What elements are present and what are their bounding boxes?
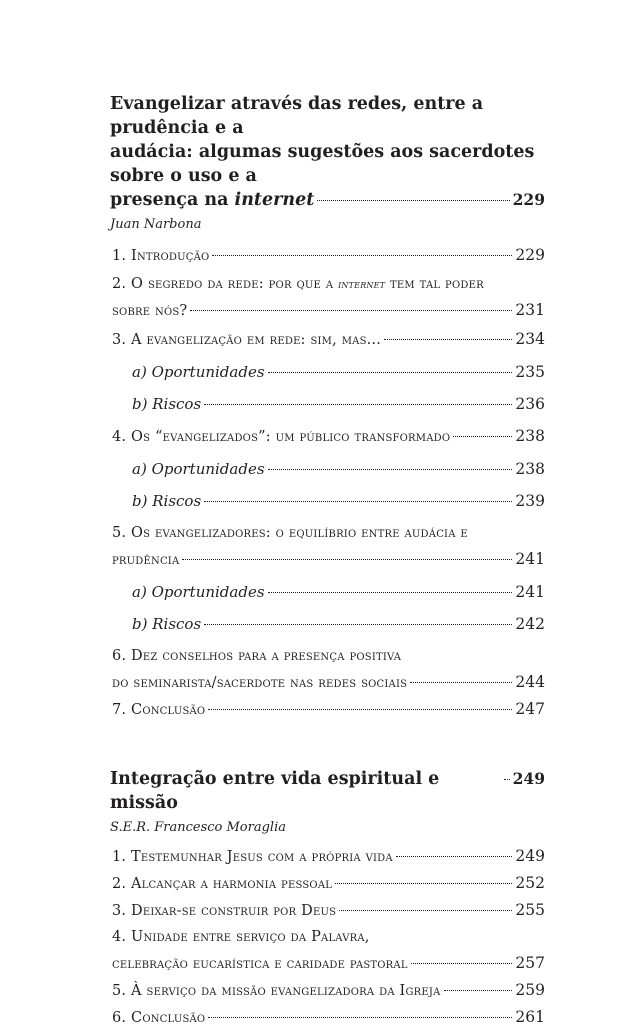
toc-entry[interactable]: 6. Dez conselhos para a presença positiva do seminarista/sacerdote nas redes sociais 244 — [112, 648, 545, 691]
page-number: 249 — [512, 769, 545, 788]
toc-entry[interactable]: 4. Os “evangelizados”: um público transformado 238 — [112, 427, 545, 445]
toc-chapter — [110, 767, 545, 1031]
chapter-author: S.E.R. Francesco Moraglia — [110, 820, 286, 835]
toc-entry[interactable]: 2. O segredo da rede: por que a internet tem tal poder sobre nós? 231 — [112, 276, 545, 319]
chapter-author: Juan Narbona — [110, 217, 202, 232]
chapter-title[interactable]: Evangelizar através das redes, entre a prudência e a audácia: algumas sugestões aos sacerdotes sobre o uso e a presença na internet 229 — [110, 94, 545, 210]
toc-entry[interactable]: 2. Alcançar a harmonia pessoal 252 — [112, 874, 545, 892]
toc-entry[interactable]: 5. Os evangelizadores: o equilíbrio entre audácia e prudência 241 — [112, 525, 545, 568]
toc-entry[interactable]: 4. Unidade entre serviço da Palavra, celebração eucarística e caridade pastoral 257 — [112, 929, 545, 972]
toc-entry[interactable]: 3. Deixar-se construir por Deus 255 — [112, 901, 545, 919]
toc-entry[interactable]: b) Riscos 236 — [132, 395, 545, 413]
table-of-contents — [110, 92, 545, 1031]
chapter-title[interactable]: Integração entre vida espiritual e missão 249 — [110, 769, 545, 813]
toc-entry[interactable]: 1. Introdução 229 — [112, 246, 545, 264]
toc-entry[interactable]: a) Oportunidades 238 — [132, 460, 545, 478]
toc-entry[interactable]: 7. Conclusão 247 — [112, 700, 545, 718]
page-number: 229 — [512, 190, 545, 209]
toc-entry[interactable]: b) Riscos 239 — [132, 492, 545, 510]
toc-entry[interactable]: 3. A evangelização em rede: sim, mas... 234 — [112, 330, 545, 348]
toc-entry[interactable]: 6. Conclusão 261 — [112, 1008, 545, 1026]
toc-entry[interactable]: 1. Testemunhar Jesus com a própria vida 249 — [112, 847, 545, 865]
toc-entry[interactable]: b) Riscos 242 — [132, 615, 545, 633]
toc-chapter — [110, 92, 545, 723]
toc-entry[interactable]: 5. À serviço da missão evangelizadora da Igreja 259 — [112, 981, 545, 999]
toc-entry[interactable]: a) Oportunidades 235 — [132, 363, 545, 381]
toc-entry[interactable]: a) Oportunidades 241 — [132, 583, 545, 601]
